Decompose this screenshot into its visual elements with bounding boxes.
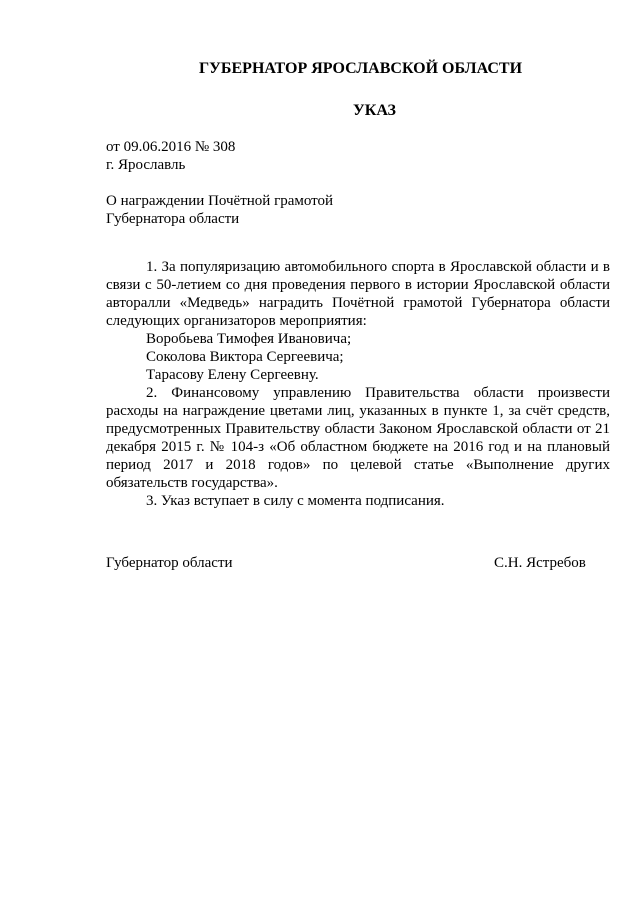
awardee-3: Тарасову Елену Сергеевну.: [146, 367, 319, 383]
city: г. Ярославль: [106, 157, 186, 173]
signatory-position: Губернатор области: [106, 555, 233, 571]
paragraph-1: 1. За популяризацию автомобильного спорта в Ярославской области и в связи с 50-летием со дня проведения первого в истории Ярославской области авторалли «Медведь» наградить Почётной грамотой Губернатора области следующих организаторов мероприятия:: [106, 259, 610, 329]
awardee-2: Соколова Виктора Сергеевича;: [146, 349, 344, 365]
document-authority: ГУБЕРНАТОР ЯРОСЛАВСКОЙ ОБЛАСТИ: [199, 60, 523, 77]
decree-body: [106, 258, 610, 510]
paragraph-2: 2. Финансовому управлению Правительства области произвести расходы на награждение цветами лиц, указанных в пункте 1, за счёт средств, предусмотренных Правительству области Законом Ярославской области от 21 декабря 2015 г. № 104-з «Об областном бюджете на 2016 год и на плановый период 2017 и 2018 годов» по целевой статье «Выполнение других обязательств государства».: [106, 385, 610, 491]
awardee-1: Воробьева Тимофея Ивановича;: [146, 331, 352, 347]
signatory-name: С.Н. Ястребов: [494, 555, 586, 571]
document-type: УКАЗ: [353, 102, 396, 119]
date-number: от 09.06.2016 № 308: [106, 139, 236, 155]
subject-line-1: О награждении Почётной грамотой: [106, 193, 334, 209]
subject-line-2: Губернатора области: [106, 211, 240, 227]
paragraph-3: 3. Указ вступает в силу с момента подписания.: [146, 493, 445, 509]
